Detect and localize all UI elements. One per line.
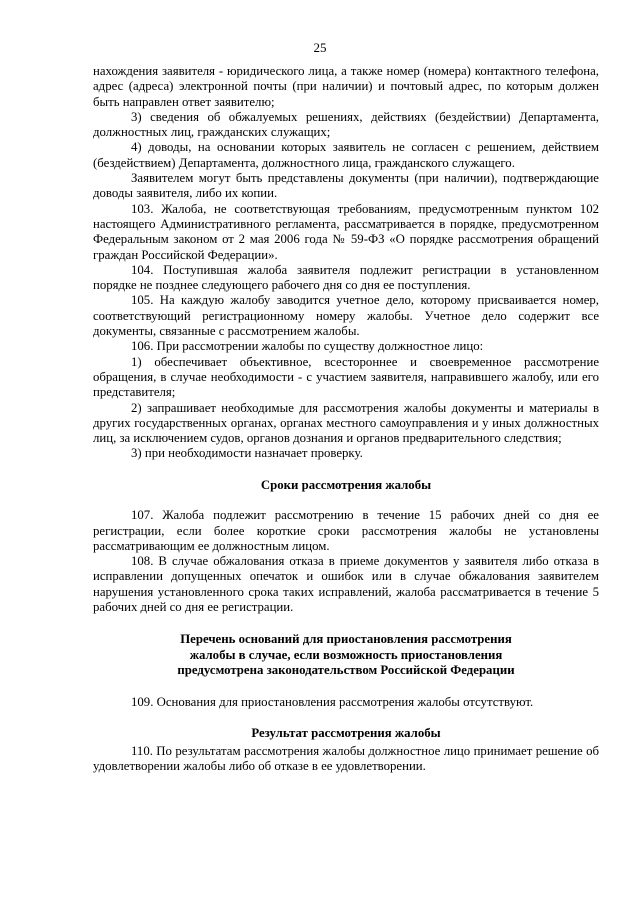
paragraph: 110. По результатам рассмотрения жалобы должностное лицо принимает решение об удовлетворении жалобы либо об отказе в ее удовлетворении.: [93, 743, 599, 773]
heading-line: Перечень оснований для приостановления рассмотрения: [180, 632, 512, 647]
section-heading-suspension: [93, 632, 599, 679]
paragraph: 105. На каждую жалобу заводится учетное дело, которому присваивается номер, соответствующий регистрационному номеру жалобы. Учетное дело содержит все документы, связанные с рассмотрением жалобы.: [93, 293, 599, 339]
section-heading-result: Результат рассмотрения жалобы: [251, 726, 441, 741]
paragraph: 3) сведения об обжалуемых решениях, действиях (бездействии) Департамента, должностных лиц, гражданских служащих;: [93, 109, 599, 140]
paragraph: 2) запрашивает необходимые для рассмотрения жалобы документы и материалы в других государственных органах, органах местного самоуправления и у иных должностных лиц, за исключением судов, органов дознания и органов предварительного следствия;: [93, 400, 599, 446]
paragraph: нахождения заявителя - юридического лица, а также номер (номера) контактного телефона, адрес (адреса) электронной почты (при наличии) и почтовый адрес, по которым должен быть направлен ответ заявителю;: [93, 64, 599, 109]
paragraph: 1) обеспечивает объективное, всестороннее и своевременное рассмотрение обращения, в случае необходимости - с участием заявителя, направившего жалобу, или его представителя;: [93, 354, 599, 400]
paragraph: 106. При рассмотрении жалобы по существу должностное лицо:: [131, 339, 484, 354]
paragraph: 107. Жалоба подлежит рассмотрению в течение 15 рабочих дней со дня ее регистрации, если более короткие сроки рассмотрения жалобы не установлены рассматривающим ее должностным лицом.: [93, 508, 599, 553]
paragraph: 4) доводы, на основании которых заявитель не согласен с решением, действием (бездействием) Департамента, должностного лица, гражданского служащего.: [93, 140, 599, 170]
heading-line: жалобы в случае, если возможность приостановления: [189, 647, 503, 662]
paragraph: 108. В случае обжалования отказа в приеме документов у заявителя либо отказа в исправлении допущенных опечаток и ошибок или в случае обжалования заявителем нарушения установленного срока таких исправлений, жалоба рассматривается в течение 5 рабочих дней со дня ее регистрации.: [93, 554, 599, 614]
paragraph: 104. Поступившая жалоба заявителя подлежит регистрации в установленном порядке не позднее следующего рабочего дня со дня ее поступления.: [93, 262, 599, 293]
paragraph: Заявителем могут быть представлены документы (при наличии), подтверждающие доводы заявителя, либо их копии.: [93, 171, 599, 201]
page-number: 25: [313, 40, 327, 55]
heading-line: предусмотрена законодательством Российской Федерации: [177, 663, 515, 678]
paragraph: 3) при необходимости назначает проверку.: [131, 446, 363, 461]
paragraph: 103. Жалоба, не соответствующая требованиям, предусмотренным пунктом 102 настоящего Административного регламента, рассматривается в порядке, предусмотренном Федеральным законом от 2 мая 2006 года № 59-ФЗ «О порядке рассмотрения обращений граждан Российской Федерации».: [93, 201, 599, 262]
page-content: [93, 64, 599, 774]
section-heading-terms: Сроки рассмотрения жалобы: [260, 477, 432, 492]
paragraph: 109. Основания для приостановления рассмотрения жалобы отсутствуют.: [131, 694, 534, 709]
